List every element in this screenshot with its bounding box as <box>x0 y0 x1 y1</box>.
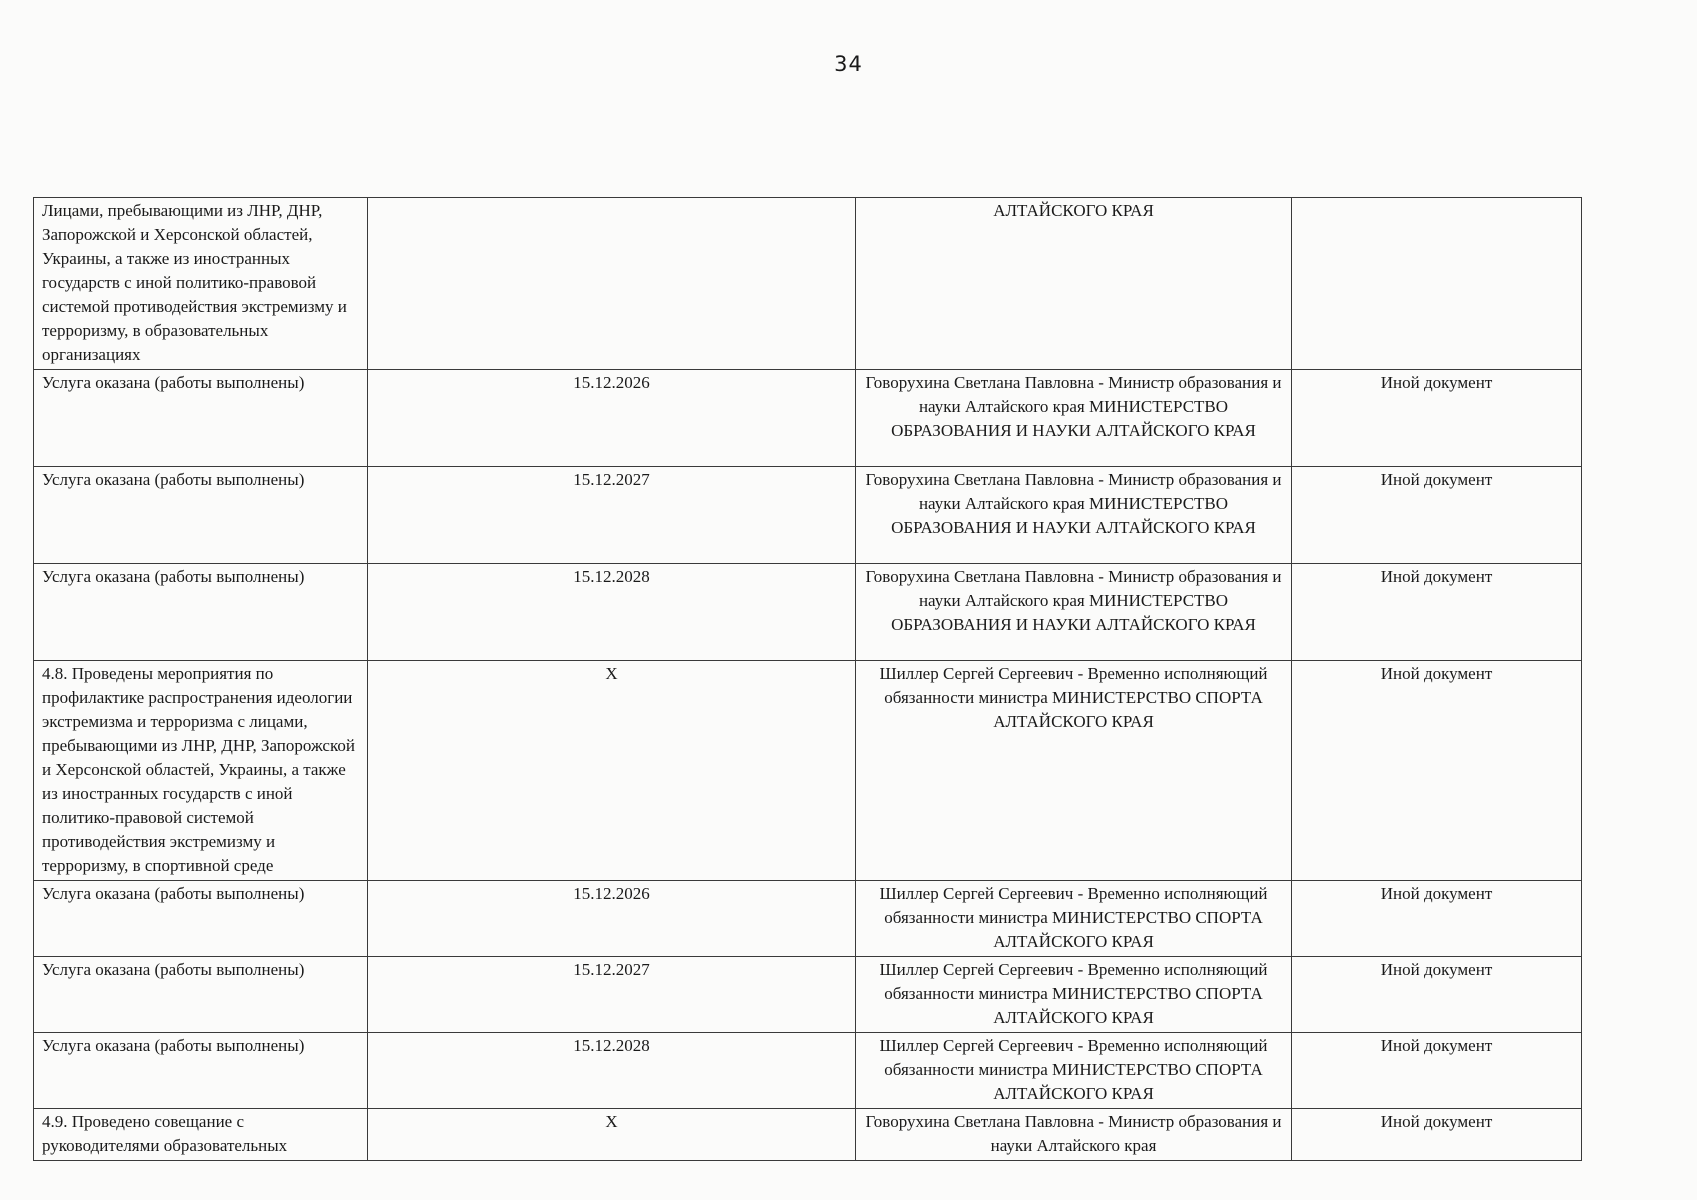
document-type-cell: Иной документ <box>1292 370 1582 467</box>
responsible-cell: Шиллер Сергей Сергеевич - Временно исполняющий обязанности министра МИНИСТЕРСТВО СПОРТА АЛТАЙСКОГО КРАЯ <box>856 881 1292 957</box>
responsible-cell: Говорухина Светлана Павловна - Министр образования и науки Алтайского края <box>856 1109 1292 1161</box>
result-name-cell: Услуга оказана (работы выполнены) <box>34 881 368 957</box>
table-row <box>34 661 1582 881</box>
responsible-cell: Говорухина Светлана Павловна - Министр образования и науки Алтайского края МИНИСТЕРСТВО ОБРАЗОВАНИЯ И НАУКИ АЛТАЙСКОГО КРАЯ <box>856 467 1292 564</box>
result-name-cell: Услуга оказана (работы выполнены) <box>34 370 368 467</box>
date-cell: X <box>368 1109 856 1161</box>
responsible-cell: Говорухина Светлана Павловна - Министр образования и науки Алтайского края МИНИСТЕРСТВО ОБРАЗОВАНИЯ И НАУКИ АЛТАЙСКОГО КРАЯ <box>856 564 1292 661</box>
date-cell: 15.12.2028 <box>368 1033 856 1109</box>
result-name-cell: 4.9. Проведено совещание с руководителями образовательных <box>34 1109 368 1161</box>
date-cell: 15.12.2027 <box>368 467 856 564</box>
date-cell: 15.12.2026 <box>368 881 856 957</box>
date-cell: 15.12.2026 <box>368 370 856 467</box>
result-name-cell: 4.8. Проведены мероприятия по профилактике распространения идеологии экстремизма и терроризма с лицами, пребывающими из ЛНР, ДНР, Запорожской и Херсонской областей, Украины, а также из иностранных государств с иной политико-правовой системой противодействия экстремизму и терроризму, в спортивной среде <box>34 661 368 881</box>
table-row <box>34 198 1582 370</box>
table-row <box>34 957 1582 1033</box>
result-name-cell: Услуга оказана (работы выполнены) <box>34 564 368 661</box>
result-name-cell: Услуга оказана (работы выполнены) <box>34 1033 368 1109</box>
date-cell: 15.12.2028 <box>368 564 856 661</box>
page-number: 34 <box>834 52 863 76</box>
document-type-cell: Иной документ <box>1292 661 1582 881</box>
document-type-cell <box>1292 198 1582 370</box>
date-cell <box>368 198 856 370</box>
date-cell: X <box>368 661 856 881</box>
table-row <box>34 1033 1582 1109</box>
table-row <box>34 467 1582 564</box>
document-type-cell: Иной документ <box>1292 881 1582 957</box>
table-row <box>34 564 1582 661</box>
result-name-cell: Услуга оказана (работы выполнены) <box>34 467 368 564</box>
document-type-cell: Иной документ <box>1292 957 1582 1033</box>
responsible-cell: Говорухина Светлана Павловна - Министр образования и науки Алтайского края МИНИСТЕРСТВО ОБРАЗОВАНИЯ И НАУКИ АЛТАЙСКОГО КРАЯ <box>856 370 1292 467</box>
result-name-cell: Услуга оказана (работы выполнены) <box>34 957 368 1033</box>
responsible-cell: Шиллер Сергей Сергеевич - Временно исполняющий обязанности министра МИНИСТЕРСТВО СПОРТА АЛТАЙСКОГО КРАЯ <box>856 661 1292 881</box>
table-row <box>34 1109 1582 1161</box>
document-type-cell: Иной документ <box>1292 1033 1582 1109</box>
responsible-cell: Шиллер Сергей Сергеевич - Временно исполняющий обязанности министра МИНИСТЕРСТВО СПОРТА АЛТАЙСКОГО КРАЯ <box>856 1033 1292 1109</box>
date-cell: 15.12.2027 <box>368 957 856 1033</box>
plan-table <box>33 197 1582 1161</box>
document-type-cell: Иной документ <box>1292 1109 1582 1161</box>
responsible-cell: Шиллер Сергей Сергеевич - Временно исполняющий обязанности министра МИНИСТЕРСТВО СПОРТА АЛТАЙСКОГО КРАЯ <box>856 957 1292 1033</box>
table-row <box>34 370 1582 467</box>
document-type-cell: Иной документ <box>1292 564 1582 661</box>
table-row <box>34 881 1582 957</box>
document-type-cell: Иной документ <box>1292 467 1582 564</box>
responsible-cell: АЛТАЙСКОГО КРАЯ <box>856 198 1292 370</box>
result-name-cell: Лицами, пребывающими из ЛНР, ДНР, Запорожской и Херсонской областей, Украины, а также из иностранных государств с иной политико-правовой системой противодействия экстремизму и терроризму, в образовательных организациях <box>34 198 368 370</box>
